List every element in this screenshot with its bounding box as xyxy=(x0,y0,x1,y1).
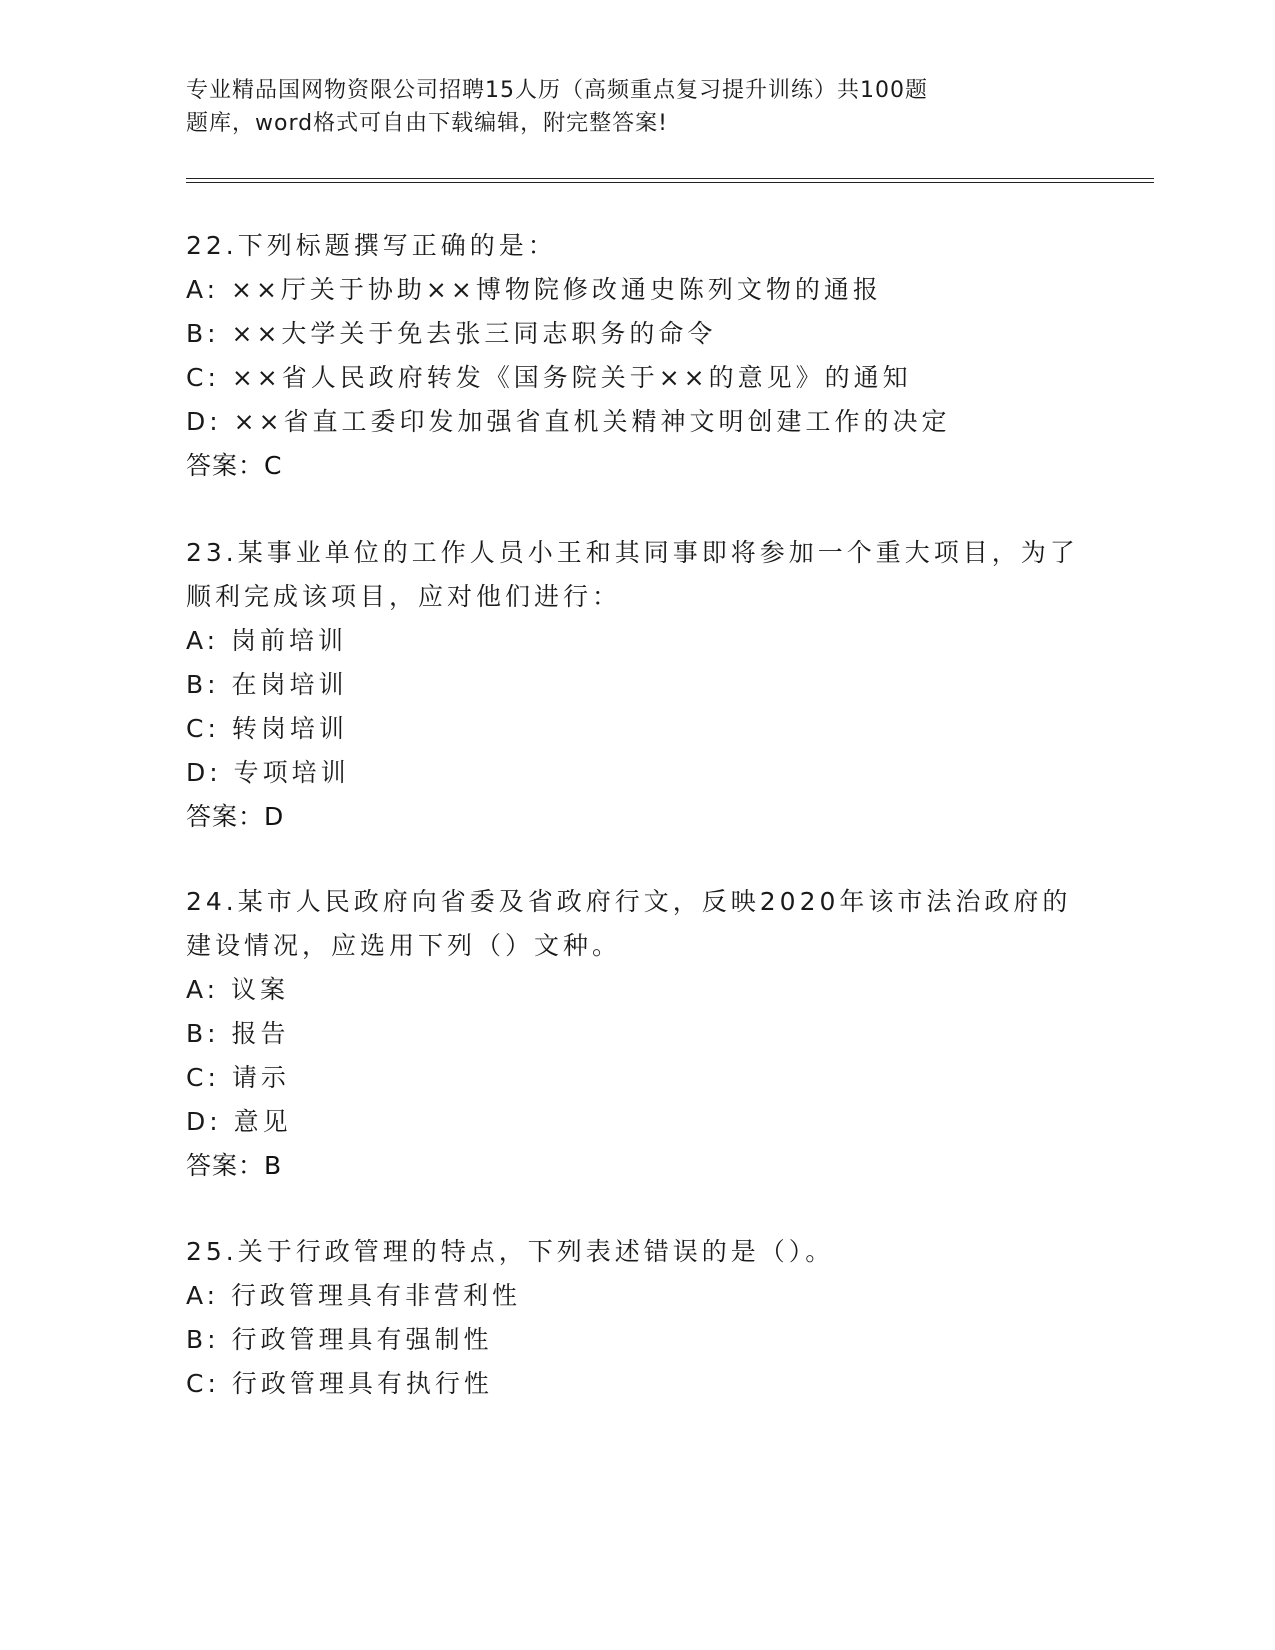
question-23-option-c: C: 转岗培训 xyxy=(186,714,348,743)
question-23-answer: 答案：D xyxy=(186,802,285,831)
header-line-1: 专业精品国网物资限公司招聘15人历（高频重点复习提升训练）共100题 xyxy=(186,78,928,103)
question-24-option-a: A: 议案 xyxy=(186,975,290,1004)
question-22-option-d: D: ××省直工委印发加强省直机关精神文明创建工作的决定 xyxy=(186,407,951,436)
question-24-option-b: B: 报告 xyxy=(186,1019,290,1048)
question-25-option-a: A: 行政管理具有非营利性 xyxy=(186,1281,522,1310)
question-22-option-b: B: ××大学关于免去张三同志职务的命令 xyxy=(186,319,717,348)
header-line-2: 题库，word格式可自由下载编辑，附完整答案! xyxy=(186,111,668,136)
question-24-answer: 答案：B xyxy=(186,1151,283,1180)
question-22-stem: 22.下列标题撰写正确的是： xyxy=(186,231,557,260)
document-header xyxy=(186,74,1016,140)
question-25-option-b: B: 行政管理具有强制性 xyxy=(186,1325,493,1354)
header-divider xyxy=(186,178,1154,183)
question-23-stem-line-1: 23.某事业单位的工作人员小王和其同事即将参加一个重大项目，为了 xyxy=(186,538,1079,567)
question-23-option-d: D: 专项培训 xyxy=(186,758,350,787)
question-24-stem-line-1: 24.某市人民政府向省委及省政府行文，反映2020年该市法治政府的 xyxy=(186,887,1072,916)
question-24-stem-line-2: 建设情况，应选用下列（）文种。 xyxy=(186,931,622,960)
question-24-option-c: C: 请示 xyxy=(186,1063,290,1092)
question-23-stem-line-2: 顺利完成该项目，应对他们进行： xyxy=(186,582,622,611)
question-25-option-c: C: 行政管理具有执行性 xyxy=(186,1369,493,1398)
question-23-option-a: A: 岗前培训 xyxy=(186,626,348,655)
question-25-stem: 25.关于行政管理的特点，下列表述错误的是（）。 xyxy=(186,1237,835,1266)
question-22-option-a: A: ××厅关于协助××博物院修改通史陈列文物的通报 xyxy=(186,275,882,304)
question-23-option-b: B: 在岗培训 xyxy=(186,670,348,699)
question-22-option-c: C: ××省人民政府转发《国务院关于××的意见》的通知 xyxy=(186,363,912,392)
question-22-answer: 答案：C xyxy=(186,451,283,480)
question-24-option-d: D: 意见 xyxy=(186,1107,292,1136)
